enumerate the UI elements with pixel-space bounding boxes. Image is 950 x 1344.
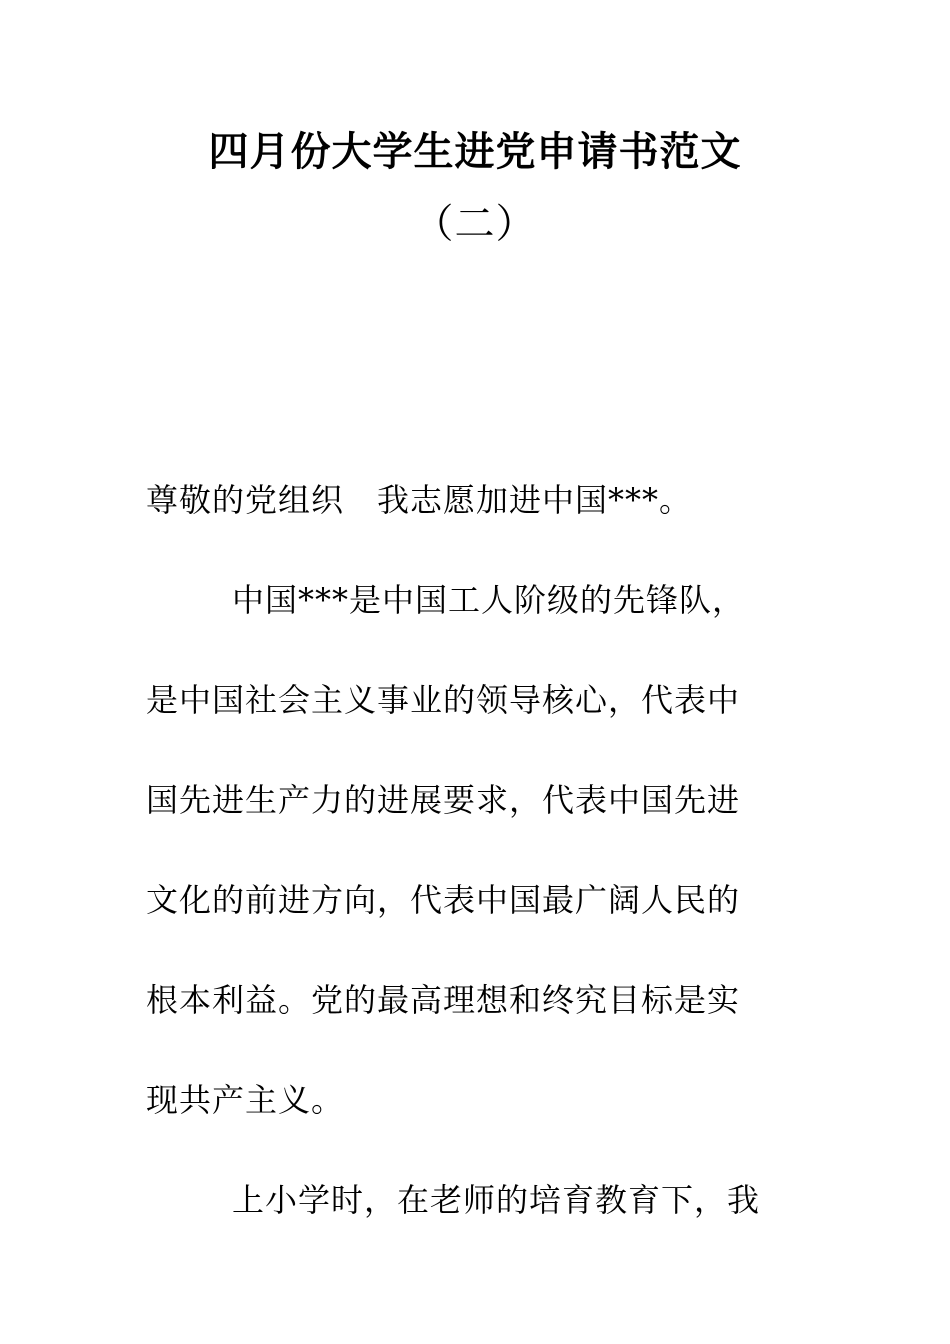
body-line: 文化的前进方向，代表中国最广阔人民的	[146, 881, 741, 919]
body-line: 根本利益。党的最高理想和终究目标是实	[146, 981, 741, 1019]
body-line: 上小学时，在老师的培育教育下，我	[232, 1181, 761, 1219]
body-line: 现共产主义。	[146, 1081, 345, 1119]
body-line: 是中国社会主义事业的领导核心，代表中	[146, 681, 741, 719]
body-line-salutation: 尊敬的党组织 我志愿加进中国***。	[146, 481, 693, 519]
body-line: 中国***是中国工人阶级的先锋队，	[232, 581, 746, 619]
document-title: 四月份大学生进党申请书范文	[208, 128, 742, 175]
document-subtitle: （二）	[413, 201, 537, 247]
body-line: 国先进生产力的进展要求，代表中国先进	[146, 781, 741, 819]
